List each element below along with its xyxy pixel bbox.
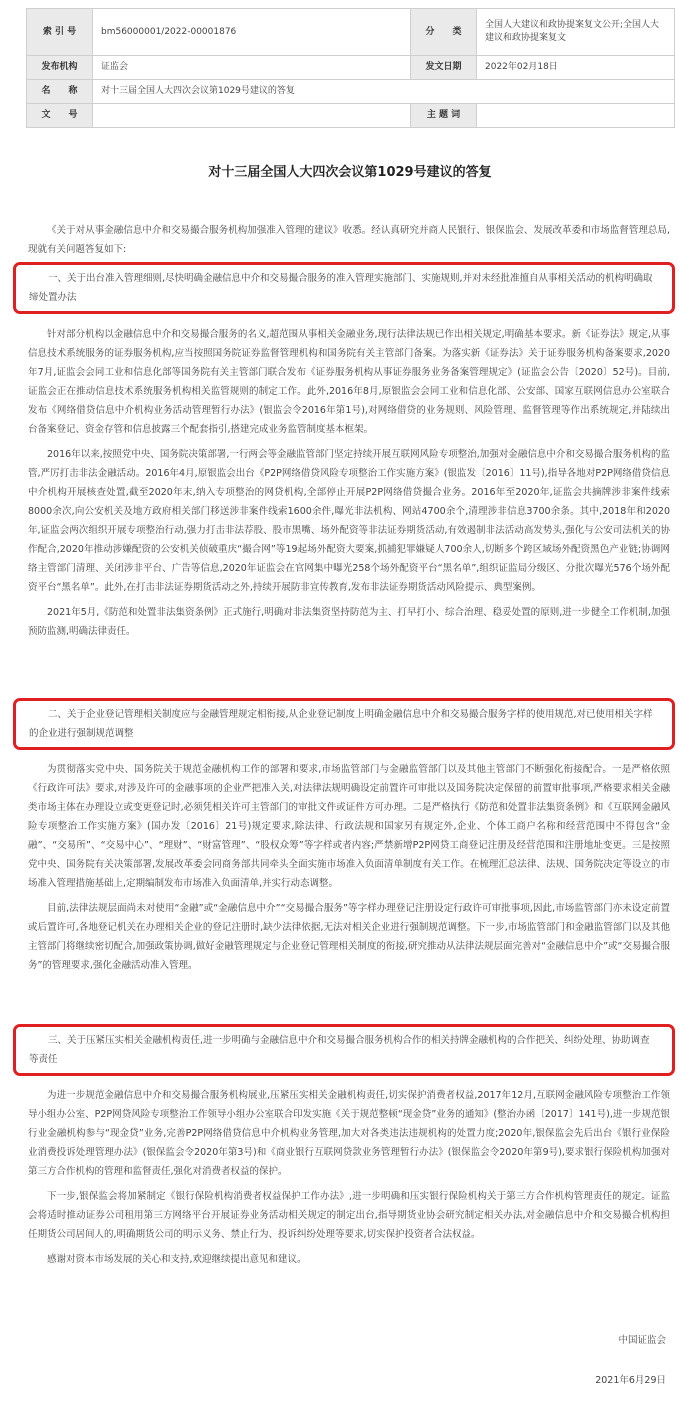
category-label: 分 类: [411, 9, 477, 56]
metadata-table: [26, 8, 675, 128]
index-label: 索 引 号: [27, 9, 93, 56]
paragraph-8: 感谢对资本市场发展的关心和支持,欢迎继续提出意见和建议。: [47, 1254, 307, 1265]
date-value: 2022年02月18日: [477, 56, 675, 80]
section-1-body: [28, 325, 670, 641]
section-3-body: [28, 1086, 670, 1269]
paragraph-3: 2021年5月,《防范和处置非法集资条例》正式施行,明确对非法集资坚持防范为主、打早打小、综合治理、稳妥处置的原则,进一步健全工作机制,加强预防监测,明确法律责任。: [28, 607, 670, 637]
paragraph-1: 针对部分机构以金融信息中介和交易撮合服务的名义,超范围从事相关金融业务,现行法律法规已作出相关规定,明确基本要求。新《证券法》规定,从事信息技术系统服务的证券服务机构,应当按照国务院证券监督管理机构和国务院有关主管部门备案。为落实新《证券法》关于证券服务机构备案要求,2020年7月,证监会会同工业和信息化部等国务院有关主管部门联合发布《证券服务机构从事证券服务业务备案管理规定》(证监会公告〔2020〕52号)。目前,证监会正在推动信息技术系统服务机构相关监管规则的制定工作。此外,2016年8月,原银监会会同工业和信息化部、公安部、国家互联网信息办公室联合发布《网络借贷信息中介机构业务活动管理暂行办法》(银监会令2016年第1号),对网络借贷的业务规则、风险管理、监督管理等作出系统规定,并陆续出台备案登记、资金存管和信息披露三个配套指引,搭建完成业务监管制度基本框架。: [28, 329, 670, 435]
intro-paragraph: [28, 221, 670, 259]
category-value: 全国人大建议和政协提案复文公开;全国人大建议和政协提案复文: [477, 9, 675, 56]
highlight-box-2: [13, 698, 675, 750]
signature-org: 中国证监会: [618, 1335, 666, 1346]
heading-3: 三、关于压紧压实相关金融机构责任,进一步明确与金融信息中介和交易撮合服务机构合作的相关持牌金融机构的合作把关、纠纷处理、协助调查等责任: [29, 1035, 650, 1065]
docno-value: [93, 104, 411, 128]
intro-text: 《关于对从事金融信息中介和交易撮合服务机构加强准入管理的建议》收悉。经认真研究并商人民银行、银保监会、发展改革委和市场监督管理总局,现就有关问题答复如下:: [28, 225, 670, 255]
index-value: bm56000001/2022-00001876: [93, 9, 411, 56]
highlight-box-3: [13, 1024, 675, 1076]
docno-label: 文 号: [27, 104, 93, 128]
keywords-label: 主 题 词: [411, 104, 477, 128]
highlight-box-1: [13, 262, 675, 314]
section-2-body: [28, 760, 670, 975]
document-title: 对十三届全国人大四次会议第1029号建议的答复: [208, 165, 492, 180]
heading-1: 一、关于出台准入管理细则,尽快明确金融信息中介和交易撮合服务的准入管理实施部门、实施规则,并对未经批准擅自从事相关活动的机构明确取缔处置办法: [29, 273, 653, 303]
paragraph-7: 下一步,银保监会将加紧制定《银行保险机构消费者权益保护工作办法》,进一步明确和压实银行保险机构关于第三方合作机构管理责任的规定。证监会将适时推动证券公司租用第三方网络平台开展证券业务活动相关规定的制定出台,指导期货业协会研究制定相关办法,对金融信息中介和交易撮合机构担任期货公司居间人的,明确期货公司的明示义务、禁止行为、投诉纠纷处理等要求,切实保护投资者合法权益。: [28, 1191, 670, 1240]
paragraph-4: 为贯彻落实党中央、国务院关于规范金融机构工作的部署和要求,市场监管部门与金融监管部门以及其他主管部门不断强化衔接配合。一是严格依照《行政许可法》要求,对涉及许可的金融事项的企业严把准入关,对法律法规明确设定前置许可审批以及国务院决定保留的前置审批事项,严格要求相关金融类市场主体在办理设立或变更登记时,必须凭相关许可主管部门的审批文件或证件方可办理。二是严格执行《防范和处置非法集资条例》和《互联网金融风险专项整治工作实施方案》(国办发〔2016〕21号)规定要求,除法律、行政法规和国家另有规定外,企业、个体工商户名称和经营范围中不得包含“金融”、“交易所”、“交易中心”、“理财”、“财富管理”、“股权众筹”等字样或者内容;严禁新增P2P网贷工商登记注册及经营范围和注册地址变更。三是按照党中央、国务院有关决策部署,发展改革委会同商务部共同牵头全面实施市场准入负面清单制度有关工作。在梳理汇总法律、法规、国务院决定等设立的市场准入管理措施基础上,定期编制发布市场准入负面清单,并实行动态调整。: [28, 764, 670, 889]
heading-2: 二、关于企业登记管理相关制度应与金融管理规定相衔接,从企业登记制度上明确金融信息中介和交易撮合服务字样的使用规范,对已使用相关字样的企业进行强制规范调整: [29, 709, 653, 739]
keywords-value: [477, 104, 675, 128]
name-value: 对十三届全国人大四次会议第1029号建议的答复: [93, 80, 675, 104]
paragraph-2: 2016年以来,按照党中央、国务院决策部署,一行两会等金融监管部门坚定持续开展互联网风险专项整治,加强对金融信息中介和交易撮合服务机构的监管,严厉打击非法金融活动。2016年4月,原银监会出台《P2P网络借贷风险专项整治工作实施方案》(银监发〔2016〕11号),指导各地对P2P网络借贷信息中介机构开展核查处置,截至2020年末,纳入专项整治的网贷机构,全部停止开展P2P网络借贷撮合业务。2016年至2020年,证监会共摘牌涉非案件线索8000余次,向公安机关及地方政府相关部门移送涉非案件线索1600余件,曝光非法机构、网站4700余个,清理涉非信息3700余条。其中,2018年和2020年,证监会两次组织开展专项整治行动,强力打击非法荐股、股市黑嘴、场外配资等非法证券期货活动,有效遏制非法活动高发势头,强化与公安司法机关的协作配合,2020年推动涉嫌配资的公安机关侦破重庆“撮合网”等19起场外配资大要案,抓捕犯罪嫌疑人700余人,切断多个跨区域场外配资黑色产业链;协调网络主管部门清理、关闭涉非平台、广告等信息,2020年证监会在官网集中曝光258个场外配资平台“黑名单”,组织证监局分级区、分批次曝光576个场外配资平台“黑名单”。此外,在打击非法证券期货活动之外,持续开展防非宣传教育,发布非法证券期货活动风险提示、典型案例。: [28, 449, 670, 593]
signature-date: 2021年6月29日: [595, 1375, 666, 1386]
date-label: 发文日期: [411, 56, 477, 80]
org-label: 发布机构: [27, 56, 93, 80]
paragraph-6: 为进一步规范金融信息中介和交易撮合服务机构展业,压紧压实相关金融机构责任,切实保护消费者权益,2017年12月,互联网金融风险专项整治工作领导小组办公室、P2P网贷风险专项整治工作领导小组办公室联合印发实施《关于规范整顿“现金贷”业务的通知》(整治办函〔2017〕141号),进一步规范银行业金融机构参与“现金贷”业务,完善P2P网络借贷信息中介机构业务管理,加大对各类违法违规机构的处置力度;2020年,银保监会先后出台《银行业保险业消费投诉处理管理办法》(银保监会令2020年第3号)和《商业银行互联网贷款业务管理暂行办法》(银保监会令2020年第9号),要求银行保险机构加强对第三方合作机构的管理和监督责任,强化对消费者权益的保护。: [28, 1090, 670, 1177]
org-value: 证监会: [93, 56, 411, 80]
name-label: 名 称: [27, 80, 93, 104]
paragraph-5: 目前,法律法规层面尚未对使用“金融”或“金融信息中介”“交易撮合服务”等字样办理登记注册设定行政许可审批事项,因此,市场监管部门亦未设定前置或后置许可,各地登记机关在办理相关企业的登记注册时,缺少法律依据,无法对相关企业进行强制规范调整。下一步,市场监管部门和金融监管部门以及其他主管部门将继续密切配合,加强政策协调,做好金融管理规定与企业登记管理相关制度的衔接,研究推动从法律法规层面完善对“金融信息中介”或“交易撮合服务”的管理要求,强化金融活动准入管理。: [28, 903, 670, 971]
